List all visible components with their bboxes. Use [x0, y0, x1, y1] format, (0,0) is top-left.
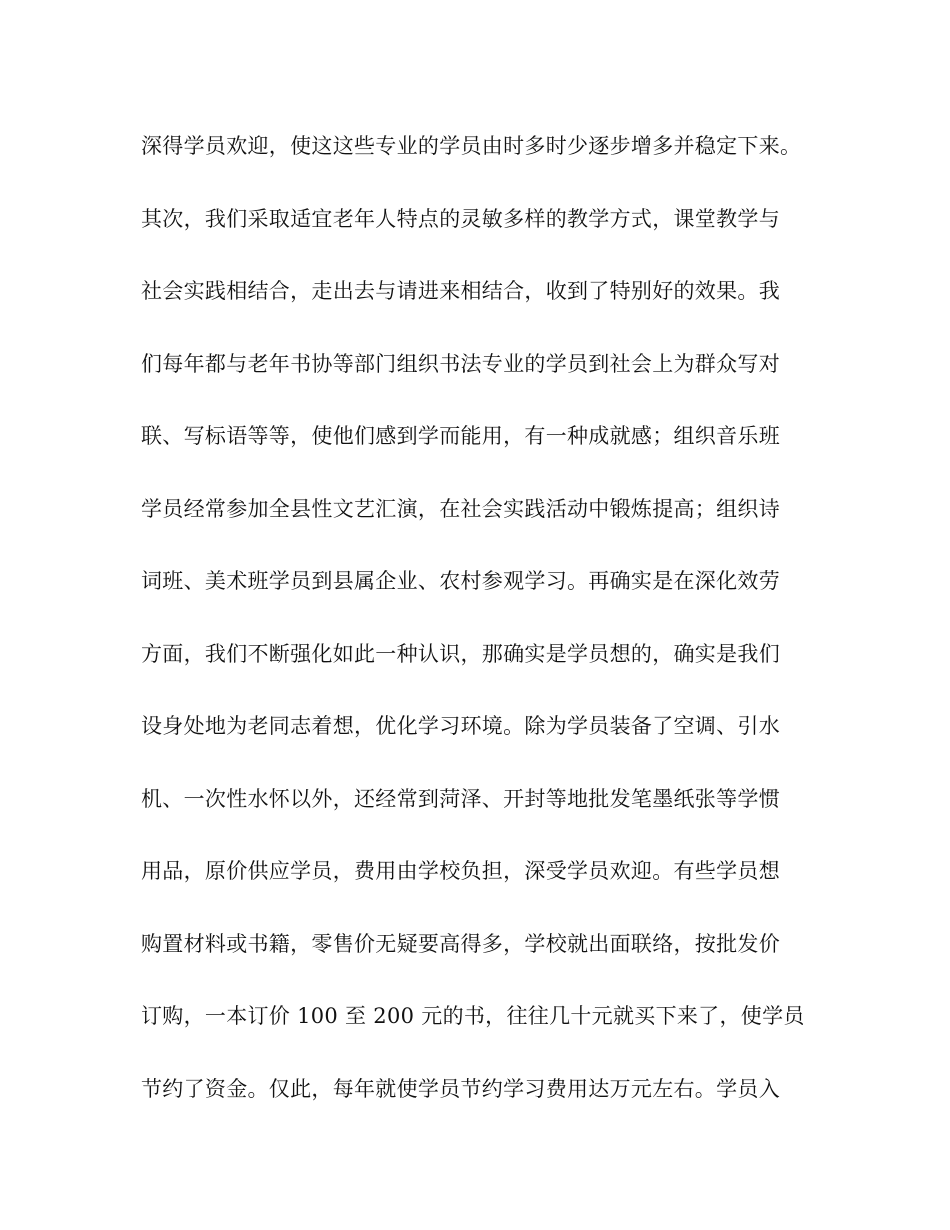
text-line: 其次，我们采取适宜老年人特点的灵敏多样的教学方式，课堂教学与 [141, 206, 780, 231]
text-line: 社会实践相结合，走出去与请进来相结合，收到了特别好的效果。我 [141, 279, 780, 303]
text-line: 深得学员欢迎，使这这些专业的学员由时多时少逐步增多并稳定下来。 [141, 134, 802, 158]
text-line: 词班、美术班学员到县属企业、农村参观学习。再确实是在深化效劳 [141, 569, 780, 593]
text-line: 订购，一本订价 100 至 200 元的书，往往几十元就买下来了，使学员 [141, 1004, 805, 1028]
text-line: 联、写标语等等，使他们感到学而能用，有一种成就感；组织音乐班 [141, 424, 780, 448]
body-text [141, 128, 821, 1143]
text-line: 学员经常参加全县性文艺汇演，在社会实践活动中锻炼提高；组织诗 [141, 496, 780, 521]
text-line: 用品，原价供应学员，费用由学校负担，深受学员欢迎。有些学员想 [141, 859, 780, 883]
text-line: 机、一次性水怀以外，还经常到菏泽、开封等地批发笔墨纸张等学惯 [141, 786, 780, 811]
text-line: 节约了资金。仅此，每年就使学员节约学习费用达万元左右。学员入 [141, 1076, 780, 1101]
text-line: 购置材料或书籍，零售价无疑要高得多，学校就出面联络，按批发价 [141, 931, 780, 956]
text-line: 设身处地为老同志着想，优化学习环境。除为学员装备了空调、引水 [141, 714, 780, 738]
text-line: 们每年都与老年书协等部门组织书法专业的学员到社会上为群众写对 [141, 351, 780, 376]
text-line: 方面，我们不断强化如此一种认识，那确实是学员想的，确实是我们 [141, 641, 780, 666]
